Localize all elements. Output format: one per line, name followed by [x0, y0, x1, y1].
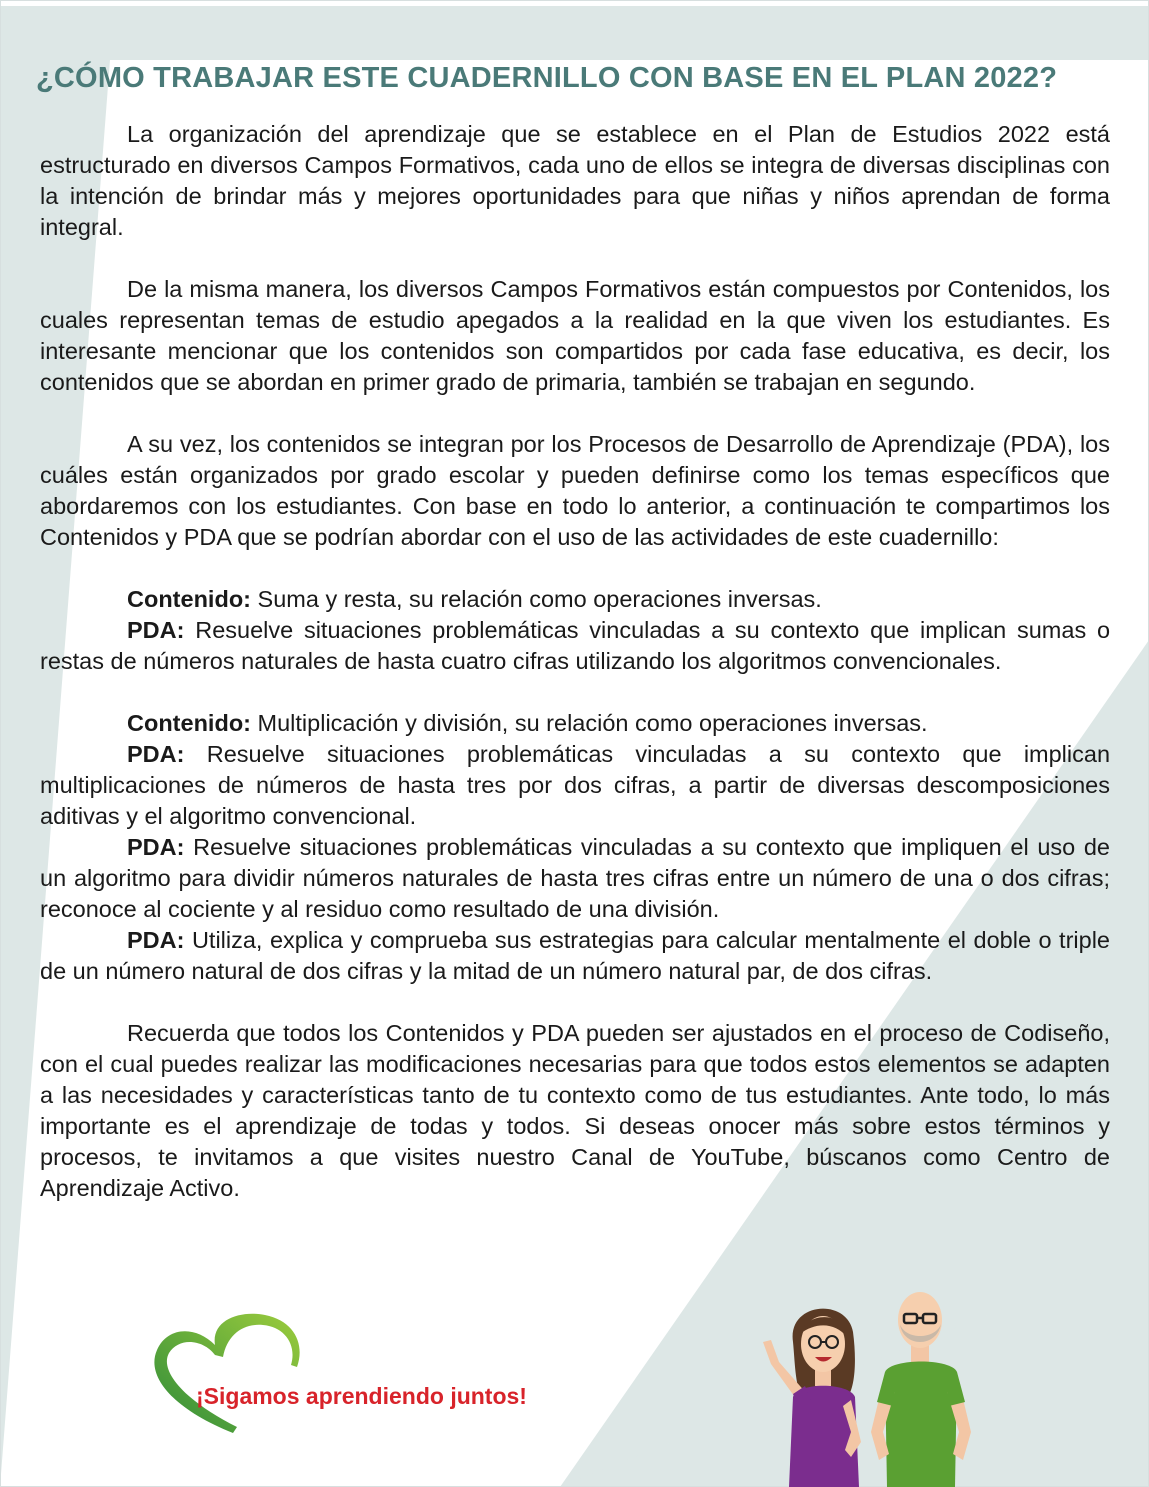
paragraph-closing: Recuerda que todos los Contenidos y PDA pueden ser ajustados en el proceso de Codiseño, con el cual puedes realizar las modificaciones necesarias para que todos estos elementos se adapten a las necesidades y características tanto de tu contexto como de tus estudiantes. Ante todo, lo más importante es el aprendizaje de todas y todos. Si deseas onocer más sobre estos términos y procesos, te invitamos a que visites nuestro Canal de YouTube, búscanos como Centro de Aprendizaje Activo. [40, 1020, 1110, 1201]
contenido-line-2 [40, 708, 1110, 739]
pda-text-3: Resuelve situaciones problemáticas vinculadas a su contexto que impliquen el uso de un algoritmo para dividir números naturales de hasta tres cifras entre un número de una o dos cifras; reconoce al cociente y al residuo como resultado de una división. [40, 834, 1110, 922]
pda-text-4: Utiliza, explica y comprueba sus estrategias para calcular mentalmente el doble o triple de un número natural de dos cifras y la mitad de un número natural par, de dos cifras. [40, 927, 1110, 984]
contenido-line-1 [40, 584, 1110, 615]
pda-text-2: Resuelve situaciones problemáticas vinculadas a su contexto que implican multiplicaciones de números de hasta tres por dos cifras, a partir de diversas descomposiciones aditivas y el algoritmo convencional. [40, 741, 1111, 829]
pda-label: PDA: [127, 927, 185, 953]
contenido-text-2: Multiplicación y división, su relación como operaciones inversas. [257, 710, 928, 736]
paragraph-intro: La organización del aprendizaje que se establece en el Plan de Estudios 2022 está estructurado en diversos Campos Formativos, cada uno de ellos se integra de diversas disciplinas con la intención de brindar más y mejores oportunidades para que niñas y niños aprendan de forma integral. [40, 121, 1110, 240]
pda-label: PDA: [127, 834, 185, 860]
body-text [40, 119, 1110, 1204]
pda-line-2 [40, 739, 1110, 832]
man-figure [871, 1292, 971, 1487]
contenido-label: Contenido: [127, 710, 251, 736]
pda-label: PDA: [127, 617, 185, 643]
pda-line-4 [40, 925, 1110, 987]
pda-text-1: Resuelve situaciones problemáticas vinculadas a su contexto que implican sumas o restas de números naturales de hasta cuatro cifras utilizando los algoritmos convencionales. [40, 617, 1111, 674]
teachers-illustration-icon [745, 1282, 985, 1487]
pda-line-1 [40, 615, 1110, 677]
paragraph-pda-intro: A su vez, los contenidos se integran por los Procesos de Desarrollo de Aprendizaje (PDA), los cuáles están organizados por grado escolar y pueden definirse como los temas específicos que abordaremos con los estudiantes. Con base en todo lo anterior, a continuación te compartimos los Contenidos y PDA que se podrían abordar con el uso de las actividades de este cuadernillo: [40, 431, 1110, 550]
page-title: ¿CÓMO TRABAJAR ESTE CUADERNILLO CON BASE EN EL PLAN 2022? [36, 62, 1058, 94]
slogan-text: ¡Sigamos aprendiendo juntos! [196, 1383, 527, 1409]
pda-line-3 [40, 832, 1110, 925]
heart-logo-icon [145, 1305, 315, 1440]
contenido-label: Contenido: [127, 586, 251, 612]
paragraph-campos: De la misma manera, los diversos Campos Formativos están compuestos por Contenidos, los cuales representan temas de estudio apegados a la realidad en la que viven los estudiantes. Es interesante mencionar que los contenidos son compartidos por cada fase educativa, es decir, los contenidos que se abordan en primer grado de primaria, también se trabajan en segundo. [40, 276, 1110, 395]
contenido-text-1: Suma y resta, su relación como operaciones inversas. [257, 586, 822, 612]
woman-figure [763, 1309, 861, 1487]
pda-label: PDA: [127, 741, 185, 767]
